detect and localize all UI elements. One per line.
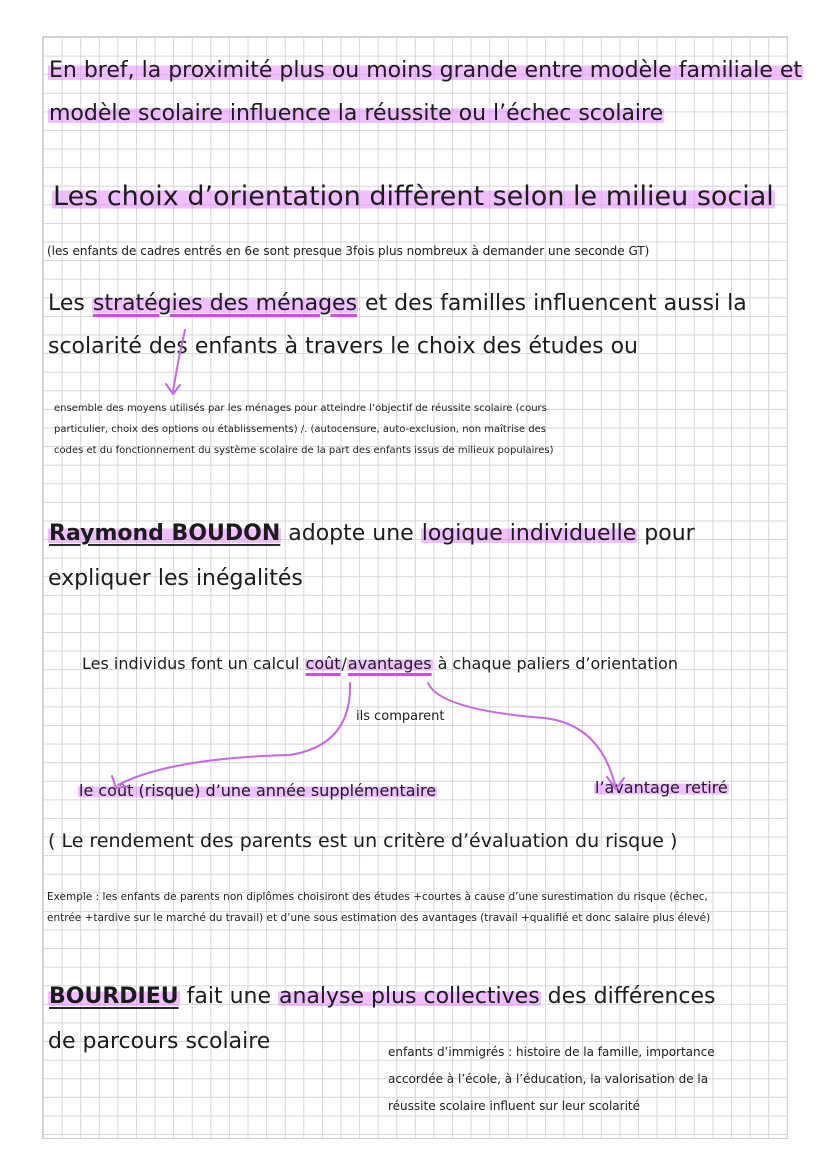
- boudon-name: Raymond BOUDON: [49, 521, 281, 546]
- orientation-note: (les enfants de cadres entrés en 6e sont presque 3fois plus nombreux à demander une seconde GT): [47, 244, 650, 258]
- bourdieu-line-2: de parcours scolaire: [48, 1029, 271, 1054]
- strategies-arrow: [173, 330, 185, 392]
- orientation-title: Les choix d’orientation diffèrent selon le milieu social: [53, 181, 774, 212]
- strategies-definition-3: codes et du fonctionnement du système scolaire de la part des enfants issus de milieux populaires): [54, 445, 554, 456]
- boudon-highlight: logique individuelle: [421, 521, 637, 546]
- strategies-highlight: stratégies des ménages: [92, 291, 358, 316]
- bourdieu-name: BOURDIEU: [49, 984, 179, 1009]
- bourdieu-note-1: enfants d’immigrés : histoire de la famille, importance: [388, 1045, 715, 1059]
- bourdieu-note-3: réussite scolaire influent sur leur scolarité: [388, 1099, 640, 1113]
- compare-label: ils comparent: [356, 709, 445, 724]
- calc-advantages: avantages: [347, 654, 432, 673]
- strategies-definition-1: ensemble des moyens utilisés par les ménages pour atteindre l’objectif de réussite scolaire (cours: [54, 403, 547, 414]
- strategies-definition-2: particulier, choix des options ou établissements) /. (autocensure, auto-exclusion, non maîtrise des: [54, 424, 546, 435]
- bourdieu-line-1: BOURDIEU fait une analyse plus collectives des différences: [49, 984, 716, 1009]
- advantage-item: l’avantage retiré: [595, 778, 728, 797]
- cost-item: le coût (risque) d’une année supplémentaire: [79, 781, 437, 800]
- boudon-line-2: expliquer les inégalités: [48, 566, 303, 591]
- intro-line-1: En bref, la proximité plus ou moins grande entre modèle familiale et: [49, 58, 803, 83]
- advantage-arrow: [428, 683, 615, 785]
- calc-cost: coût: [305, 654, 341, 673]
- strategies-line-2: scolarité des enfants à travers le choix des études ou: [48, 334, 638, 359]
- bourdieu-highlight: analyse plus collectives: [279, 984, 540, 1009]
- cost-arrow: [118, 683, 350, 785]
- rendement-note: ( Le rendement des parents est un critère d’évaluation du risque ): [48, 830, 678, 852]
- example-line-2: entrée +tardive sur le marché du travail) et d’une sous estimation des avantages (travail +qualifié et donc salaire plus élevé): [47, 912, 711, 924]
- bourdieu-note-2: accordée à l’école, à l’éducation, la valorisation de la: [388, 1072, 709, 1086]
- intro-line-2: modèle scolaire influence la réussite ou l’échec scolaire: [49, 101, 664, 126]
- example-line-1: Exemple : les enfants de parents non diplômes choisiront des études +courtes à cause d’une surestimation du risque (échec,: [47, 891, 708, 903]
- boudon-line-1: Raymond BOUDON adopte une logique individuelle pour: [49, 521, 695, 546]
- strategies-line-1: Les stratégies des ménages et des familles influencent aussi la: [48, 291, 747, 316]
- boudon-calc: Les individus font un calcul coût/avantages à chaque paliers d’orientation: [82, 654, 678, 673]
